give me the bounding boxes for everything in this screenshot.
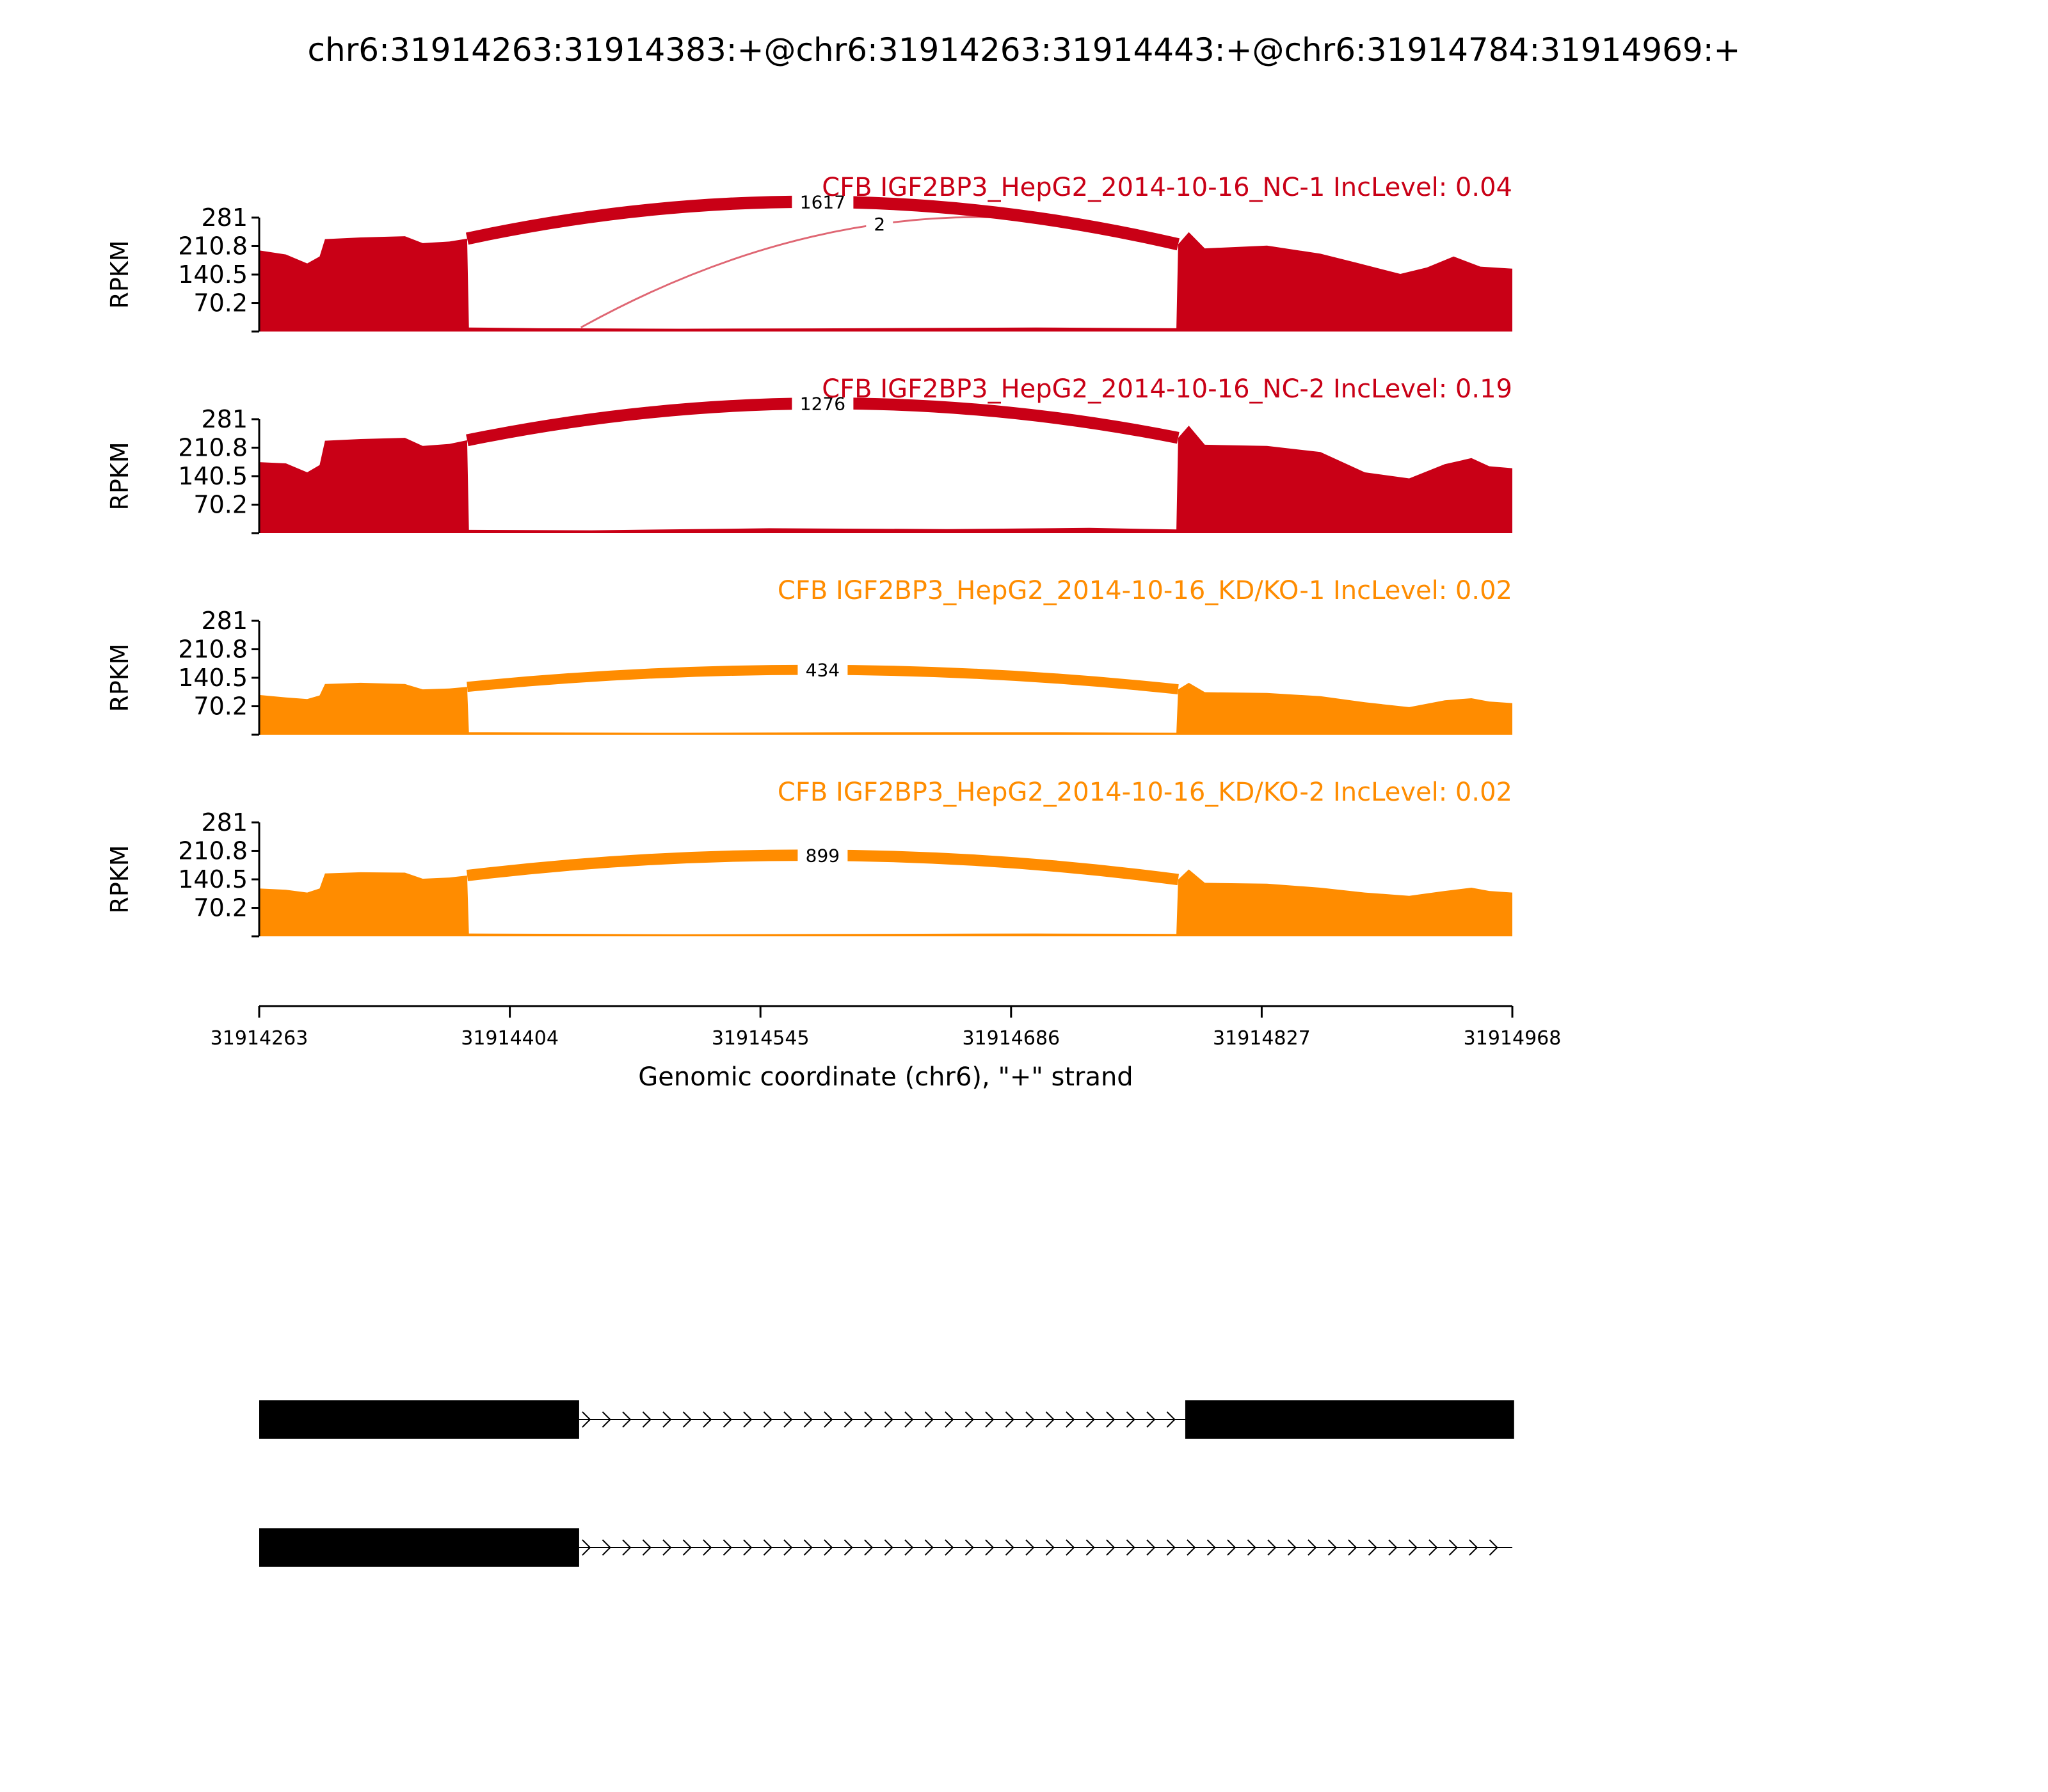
y-tick-label: 281 (201, 405, 248, 433)
sample-title: CFB IGF2BP3_HepG2_2014-10-16_NC-1 IncLevel: 0.04 (822, 173, 1512, 202)
transcript-models (259, 1400, 1514, 1567)
y-tick-label: 70.2 (193, 893, 248, 922)
x-axis (211, 1006, 1562, 1050)
coverage-area (259, 232, 1512, 332)
x-tick-label: 31914686 (962, 1027, 1060, 1050)
sample-panel-3 (106, 576, 1512, 735)
coverage-area (259, 426, 1512, 533)
junction-count: 434 (805, 659, 840, 681)
x-tick-label: 31914968 (1463, 1027, 1562, 1050)
chart-title: chr6:31914263:31914383:+@chr6:31914263:31914443:+@chr6:31914784:31914969:+ (307, 31, 1741, 68)
y-tick-label: 281 (201, 204, 248, 232)
x-tick-label: 31914827 (1213, 1027, 1311, 1050)
y-tick-label: 210.8 (178, 836, 248, 865)
y-tick-label: 210.8 (178, 433, 248, 462)
y-tick-label: 70.2 (193, 490, 248, 519)
sample-title: CFB IGF2BP3_HepG2_2014-10-16_KD/KO-1 IncLevel: 0.02 (777, 576, 1512, 605)
y-tick-label: 140.5 (178, 664, 248, 692)
x-tick-label: 31914263 (210, 1027, 308, 1050)
y-tick-label: 70.2 (193, 692, 248, 721)
y-axis-label: RPKM (106, 845, 134, 914)
y-tick-label: 281 (201, 607, 248, 635)
sample-panel-4 (106, 778, 1512, 936)
y-tick-label: 70.2 (193, 289, 248, 317)
exon-block (259, 1400, 579, 1439)
coverage-area (259, 683, 1512, 735)
y-tick-label: 210.8 (178, 635, 248, 664)
y-tick-label: 140.5 (178, 260, 248, 289)
sample-panel-2 (106, 374, 1512, 533)
y-axis-label: RPKM (106, 643, 134, 712)
sample-panel-1 (106, 173, 1512, 332)
exon-block (1185, 1400, 1514, 1439)
coverage-panels (106, 173, 1512, 936)
y-tick-label: 140.5 (178, 865, 248, 893)
transcript-1 (259, 1400, 1514, 1439)
x-axis-label: Genomic coordinate (chr6), "+" strand (638, 1062, 1133, 1092)
x-tick-label: 31914545 (711, 1027, 810, 1050)
x-tick-label: 31914404 (461, 1027, 559, 1050)
exon-block (259, 1528, 579, 1567)
junction-count: 899 (805, 845, 840, 867)
y-axis-label: RPKM (106, 442, 134, 511)
transcript-2 (259, 1528, 1512, 1567)
coverage-area (259, 870, 1512, 937)
sample-title: CFB IGF2BP3_HepG2_2014-10-16_KD/KO-2 IncLevel: 0.02 (777, 778, 1512, 807)
sample-title: CFB IGF2BP3_HepG2_2014-10-16_NC-2 IncLevel: 0.19 (822, 374, 1512, 404)
y-tick-label: 210.8 (178, 232, 248, 260)
junction-count: 1276 (799, 393, 846, 415)
y-tick-label: 140.5 (178, 462, 248, 490)
junction-count: 1617 (799, 191, 846, 213)
junction-count: 2 (874, 214, 886, 236)
y-tick-label: 281 (201, 808, 248, 836)
y-axis-label: RPKM (106, 240, 134, 309)
